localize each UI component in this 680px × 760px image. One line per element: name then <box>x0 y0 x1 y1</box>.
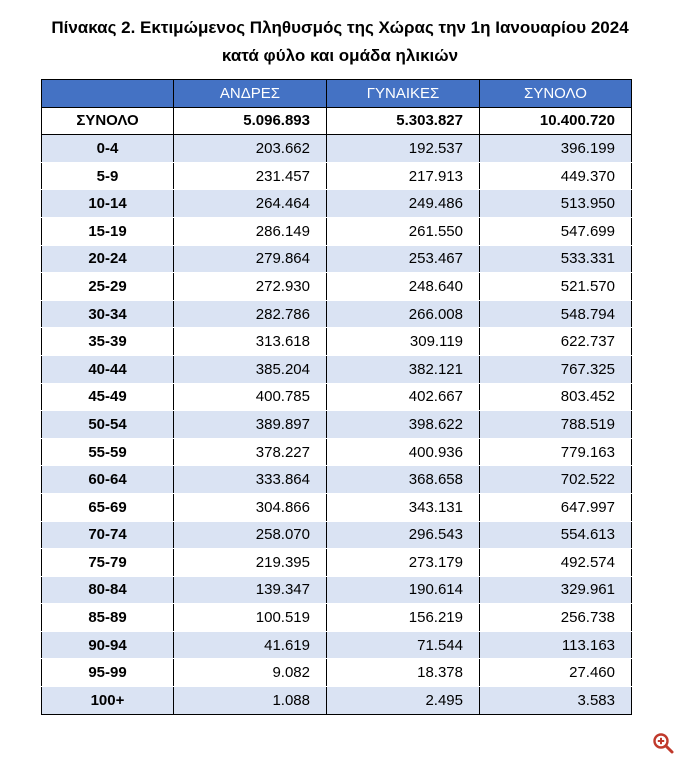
total-cell: 554.613 <box>480 521 632 549</box>
age-group-cell: 85-89 <box>42 604 174 632</box>
women-cell: 266.008 <box>327 300 480 328</box>
men-cell: 385.204 <box>174 355 327 383</box>
table-row <box>42 135 632 163</box>
title-line-1: Πίνακας 2. Εκτιμώμενος Πληθυσμός της Χώρας την 1η Ιανουαρίου 2024 <box>51 18 629 37</box>
men-cell: 389.897 <box>174 411 327 439</box>
women-cell: 400.936 <box>327 438 480 466</box>
age-group-cell: 5-9 <box>42 162 174 190</box>
men-cell: 9.082 <box>174 659 327 687</box>
women-cell: 296.543 <box>327 521 480 549</box>
table-row <box>42 328 632 356</box>
women-cell: 192.537 <box>327 135 480 163</box>
total-cell: 779.163 <box>480 438 632 466</box>
men-cell: 41.619 <box>174 631 327 659</box>
women-cell: 368.658 <box>327 466 480 494</box>
men-cell: 279.864 <box>174 245 327 273</box>
age-group-cell: 80-84 <box>42 576 174 604</box>
table-row <box>42 687 632 715</box>
men-cell: 272.930 <box>174 273 327 301</box>
table-row <box>42 411 632 439</box>
header-row <box>42 80 632 108</box>
table-row <box>42 549 632 577</box>
table-title <box>0 14 680 70</box>
table-row <box>42 604 632 632</box>
header-age-group <box>42 80 174 108</box>
women-cell: 402.667 <box>327 383 480 411</box>
total-men: 5.096.893 <box>174 107 327 135</box>
table-row <box>42 438 632 466</box>
total-cell: 492.574 <box>480 549 632 577</box>
table-row <box>42 273 632 301</box>
table-row <box>42 576 632 604</box>
header-women: ΓΥΝΑΙΚΕΣ <box>327 80 480 108</box>
age-group-cell: 100+ <box>42 687 174 715</box>
women-cell: 309.119 <box>327 328 480 356</box>
table-row <box>42 355 632 383</box>
age-group-cell: 90-94 <box>42 631 174 659</box>
age-group-cell: 30-34 <box>42 300 174 328</box>
age-group-cell: 50-54 <box>42 411 174 439</box>
total-cell: 533.331 <box>480 245 632 273</box>
age-group-cell: 15-19 <box>42 217 174 245</box>
age-group-cell: 0-4 <box>42 135 174 163</box>
total-cell: 647.997 <box>480 493 632 521</box>
age-group-cell: 75-79 <box>42 549 174 577</box>
age-group-cell: 55-59 <box>42 438 174 466</box>
table-row <box>42 631 632 659</box>
women-cell: 18.378 <box>327 659 480 687</box>
men-cell: 203.662 <box>174 135 327 163</box>
age-group-cell: 70-74 <box>42 521 174 549</box>
zoom-in-icon[interactable] <box>651 731 675 755</box>
age-group-cell: 25-29 <box>42 273 174 301</box>
men-cell: 333.864 <box>174 466 327 494</box>
table-row <box>42 217 632 245</box>
men-cell: 304.866 <box>174 493 327 521</box>
men-cell: 313.618 <box>174 328 327 356</box>
women-cell: 382.121 <box>327 355 480 383</box>
total-cell: 548.794 <box>480 300 632 328</box>
total-cell: 396.199 <box>480 135 632 163</box>
men-cell: 258.070 <box>174 521 327 549</box>
total-cell: 521.570 <box>480 273 632 301</box>
total-cell: 3.583 <box>480 687 632 715</box>
table-body <box>42 107 632 714</box>
total-cell: 767.325 <box>480 355 632 383</box>
men-cell: 400.785 <box>174 383 327 411</box>
age-group-cell: 20-24 <box>42 245 174 273</box>
age-group-cell: 45-49 <box>42 383 174 411</box>
women-cell: 2.495 <box>327 687 480 715</box>
table-row <box>42 245 632 273</box>
table-row <box>42 659 632 687</box>
total-cell: 622.737 <box>480 328 632 356</box>
total-row <box>42 107 632 135</box>
men-cell: 139.347 <box>174 576 327 604</box>
table-row <box>42 300 632 328</box>
total-cell: 329.961 <box>480 576 632 604</box>
total-cell: 27.460 <box>480 659 632 687</box>
total-cell: 256.738 <box>480 604 632 632</box>
age-group-cell: 10-14 <box>42 190 174 218</box>
age-group-cell: 95-99 <box>42 659 174 687</box>
table-row <box>42 521 632 549</box>
women-cell: 71.544 <box>327 631 480 659</box>
header-total: ΣΥΝΟΛΟ <box>480 80 632 108</box>
total-cell: 547.699 <box>480 217 632 245</box>
total-cell: 803.452 <box>480 383 632 411</box>
table-row <box>42 493 632 521</box>
men-cell: 100.519 <box>174 604 327 632</box>
population-table <box>41 79 632 715</box>
men-cell: 264.464 <box>174 190 327 218</box>
men-cell: 231.457 <box>174 162 327 190</box>
total-cell: 788.519 <box>480 411 632 439</box>
women-cell: 398.622 <box>327 411 480 439</box>
table-row <box>42 162 632 190</box>
age-group-cell: 65-69 <box>42 493 174 521</box>
age-group-cell: 60-64 <box>42 466 174 494</box>
total-cell: 113.163 <box>480 631 632 659</box>
header-men: ΑΝΔΡΕΣ <box>174 80 327 108</box>
men-cell: 219.395 <box>174 549 327 577</box>
women-cell: 156.219 <box>327 604 480 632</box>
total-women: 5.303.827 <box>327 107 480 135</box>
women-cell: 343.131 <box>327 493 480 521</box>
table-row <box>42 383 632 411</box>
women-cell: 190.614 <box>327 576 480 604</box>
women-cell: 249.486 <box>327 190 480 218</box>
total-label: ΣΥΝΟΛΟ <box>42 107 174 135</box>
total-cell: 702.522 <box>480 466 632 494</box>
men-cell: 282.786 <box>174 300 327 328</box>
women-cell: 217.913 <box>327 162 480 190</box>
men-cell: 286.149 <box>174 217 327 245</box>
total-cell: 449.370 <box>480 162 632 190</box>
age-group-cell: 40-44 <box>42 355 174 383</box>
women-cell: 253.467 <box>327 245 480 273</box>
men-cell: 1.088 <box>174 687 327 715</box>
total-all: 10.400.720 <box>480 107 632 135</box>
total-cell: 513.950 <box>480 190 632 218</box>
women-cell: 261.550 <box>327 217 480 245</box>
table-row <box>42 190 632 218</box>
title-line-2: κατά φύλο και ομάδα ηλικιών <box>221 46 459 65</box>
men-cell: 378.227 <box>174 438 327 466</box>
women-cell: 248.640 <box>327 273 480 301</box>
table-row <box>42 466 632 494</box>
women-cell: 273.179 <box>327 549 480 577</box>
age-group-cell: 35-39 <box>42 328 174 356</box>
